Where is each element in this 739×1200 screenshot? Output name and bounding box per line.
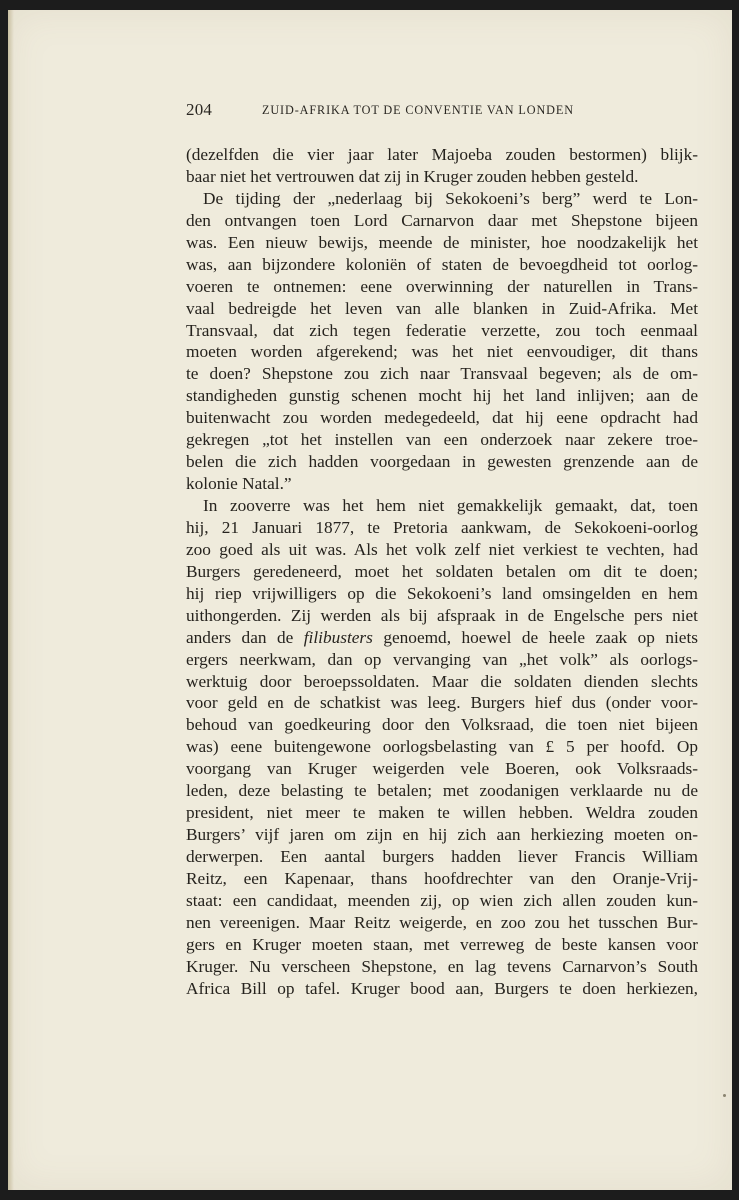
line-text: kolonie Natal.” [186, 474, 292, 494]
text-line [186, 890, 698, 912]
line-text: Burgers’ vijf jaren om zijn en hij zich aan herkiezing moeten on- [186, 825, 698, 845]
line-text: Africa Bill op tafel. Kruger bood aan, Burgers te doen herkiezen, [186, 978, 698, 998]
text-line [186, 583, 698, 605]
text-line [186, 232, 698, 254]
page-header [186, 100, 698, 126]
line-text: behoud van goedkeuring door den Volksraad, die toen niet bijeen [186, 715, 698, 735]
line-text: ergers neerkwam, dan op vervanging van „het volk” als oorlogs- [186, 649, 698, 669]
text-line [186, 605, 698, 627]
line-text: president, niet meer te maken te willen hebben. Weldra zouden [186, 803, 698, 823]
text-line [186, 451, 698, 473]
paper-speck [723, 1094, 726, 1097]
text-line [186, 254, 698, 276]
line-text: te doen? Shepstone zou zich naar Transvaal begeven; als de om- [186, 364, 698, 384]
line-text: gers en Kruger moeten staan, met verreweg de beste kansen voor [186, 934, 698, 954]
text-line [186, 429, 698, 451]
text-line [186, 868, 698, 890]
line-text: Burgers geredeneerd, moet het soldaten betalen om dit te doen; [186, 561, 698, 581]
line-text: nen vereenigen. Maar Reitz weigerde, en zoo zou het tusschen Bur- [186, 912, 698, 932]
line-text: hij riep vrijwilligers op die Sekokoeni’s land omsingelden en hem [186, 583, 698, 603]
line-text: Transvaal, dat zich tegen federatie verzette, zou toch eenmaal [186, 320, 698, 340]
line-text: voorgang van Kruger weigerden vele Boeren, ook Volksraads- [186, 759, 698, 779]
text-line [186, 473, 698, 495]
text-line [186, 341, 698, 363]
line-text: buitenwacht zou worden medegedeeld, dat hij eene opdracht had [186, 408, 698, 428]
line-text: was. Een nieuw bewijs, meende de minister, hoe noodzakelijk het [186, 232, 698, 252]
text-line [186, 495, 698, 517]
line-text: den ontvangen toen Lord Carnarvon daar met Shepstone bijeen [186, 210, 698, 230]
text-line [186, 407, 698, 429]
text-line [186, 320, 698, 342]
line-text: belen die zich hadden voorgedaan in gewesten grenzende aan de [186, 452, 698, 472]
line-text: derwerpen. Een aantal burgers hadden liever Francis William [186, 847, 698, 866]
line-text: hij, 21 Januari 1877, te Pretoria aankwam, de Sekokoeni-oorlog [186, 517, 698, 537]
text-line [186, 758, 698, 780]
line-text: staat: een candidaat, meenden zij, op wien zich allen zouden kun- [186, 890, 698, 910]
line-text: Reitz, een Kapenaar, thans hoofdrechter van den Oranje-Vrij- [186, 868, 698, 888]
line-text: leden, deze belasting te betalen; met zoodanigen verklaarde nu de [186, 781, 698, 801]
text-line [186, 210, 698, 232]
line-text: gekregen „tot het instellen van een onderzoek naar zekere troe- [186, 430, 698, 450]
line-text: vaal bedreigde het leven van alle blanken in Zuid-Afrika. Met [186, 298, 698, 318]
line-text: (dezelfden die vier jaar later Majoeba zouden bestormen) blijk- [186, 145, 698, 164]
text-line [186, 780, 698, 802]
text-line [186, 802, 698, 824]
body-text [186, 144, 698, 1000]
text-line [186, 539, 698, 561]
line-text: zoo goed als uit was. Als het volk zelf niet verkiest te vechten, had [186, 539, 698, 559]
line-text: standigheden gunstig schenen mocht hij het land inlijven; aan de [186, 386, 698, 406]
page-number: 204 [186, 100, 213, 119]
page-gutter-shadow [8, 10, 14, 1190]
line-text: In zooverre was het hem niet gemakkelijk gemaakt, dat, toen [203, 496, 698, 515]
text-line [186, 934, 698, 956]
text-line [186, 824, 698, 846]
line-text: werktuig door beroepssoldaten. Maar die soldaten dienden slechts [186, 671, 698, 691]
text-line [186, 188, 698, 210]
line-text: uithongerden. Zij werden als bij afspraak in de Engelsche pers niet [186, 605, 698, 625]
line-text: baar niet het vertrouwen dat zij in Kruger zouden hebben gesteld. [186, 166, 639, 186]
line-text: Kruger. Nu verscheen Shepstone, en lag tevens Carnarvon’s South [186, 956, 698, 976]
text-line [186, 912, 698, 934]
text-line [186, 166, 698, 188]
text-line [186, 298, 698, 320]
line-text: was) eene buitengewone oorlogsbelasting van £ 5 per hoofd. Op [186, 737, 698, 757]
line-text: voor geld en de schatkist was leeg. Burgers hief dus (onder voor- [186, 693, 698, 713]
line-text: De tijding der „nederlaag bij Sekokoeni’s berg” werd te Lon- [203, 188, 698, 208]
text-line [186, 714, 698, 736]
text-line [186, 671, 698, 693]
text-line [186, 144, 698, 166]
text-line [186, 517, 698, 539]
text-line [186, 561, 698, 583]
text-line [186, 363, 698, 385]
running-head: ZUID-AFRIKA TOT DE CONVENTIE VAN LONDEN [262, 103, 574, 117]
text-line [186, 627, 698, 649]
line-text: anders dan de [186, 627, 304, 647]
line-text: genoemd, hoewel de heele zaak op niets [372, 627, 698, 647]
text-line [186, 385, 698, 407]
italic-term: filibusters [303, 627, 373, 647]
text-line [186, 649, 698, 671]
text-line [186, 846, 698, 868]
text-line [186, 276, 698, 298]
text-line [186, 736, 698, 758]
line-text: moeten worden afgerekend; was het niet eenvoudiger, dit thans [186, 342, 698, 362]
line-text: voeren te ontnemen: eene overwinning der naturellen in Trans- [186, 276, 698, 296]
line-text: was, aan bijzondere koloniën of staten de bevoegdheid tot oorlog- [186, 254, 698, 274]
text-line [186, 956, 698, 978]
text-line [186, 692, 698, 714]
text-line [186, 978, 698, 1000]
